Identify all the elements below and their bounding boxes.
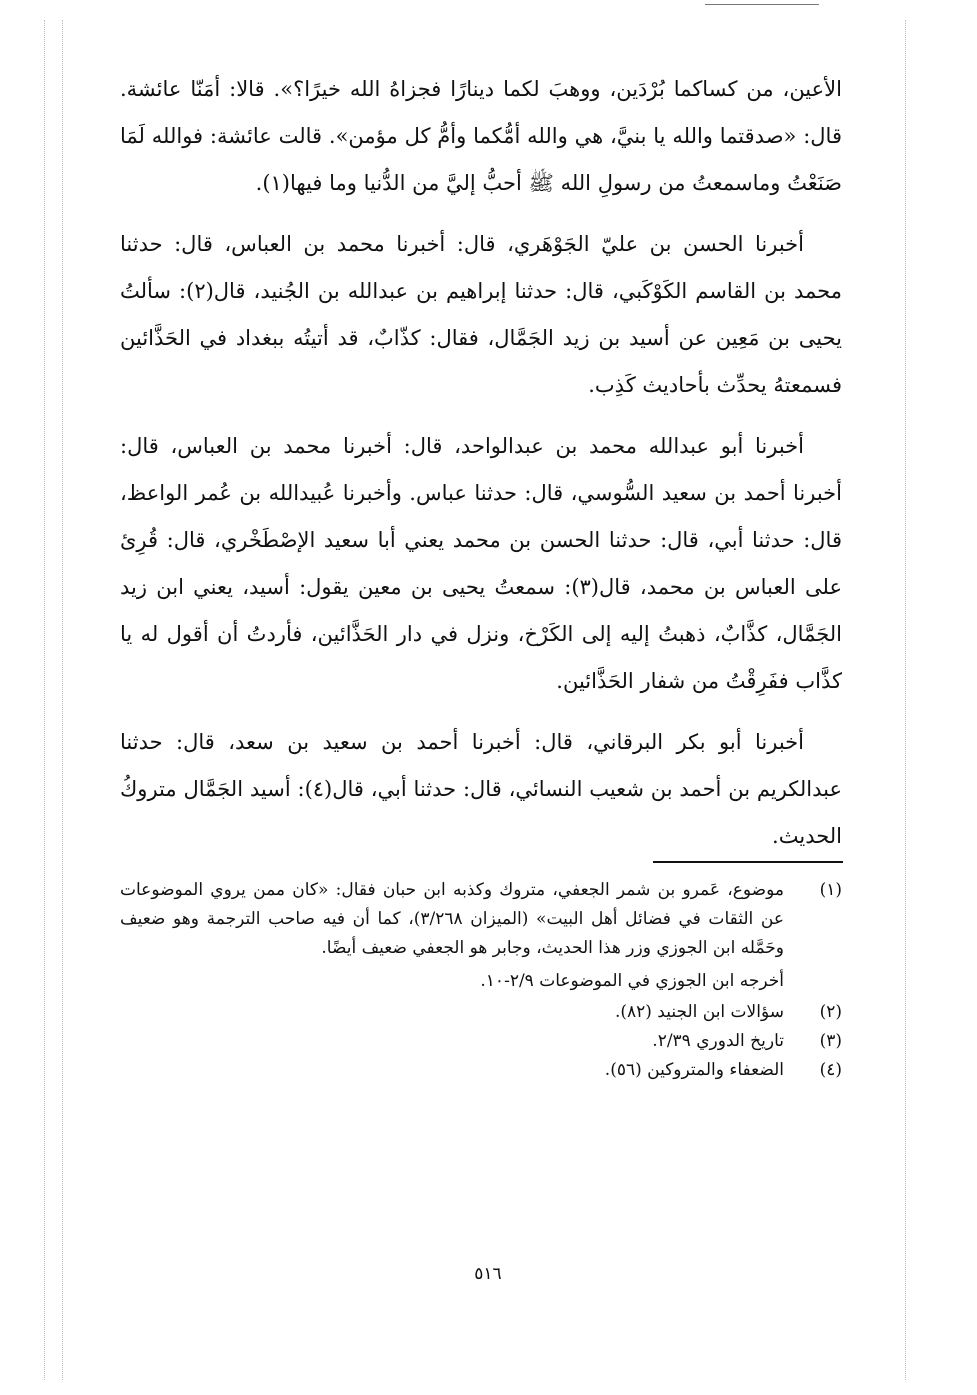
scan-artifact	[62, 20, 63, 1380]
paragraph-3: أخبرنا أبو عبدالله محمد بن عبدالواحد، قال: أخبرنا محمد بن العباس، قال: أخبرنا أحمد بن سعيد السُّوسي، قال: حدثنا عباس. وأخبرنا عُبيدالله بن عُمر الواعظ، قال: حدثنا أبي، قال: حدثنا الحسن بن محمد يعني أبا سعيد الإصْطَخْري، قال: قُرِئ على العباس بن محمد، قال(٣): سمعتُ يحيى بن معين يقول: أسيد، يعني ابن زيد الجَمَّال، كذَّابٌ، ذهبتُ إليه إلى الكَرْخ، ونزل في دار الحَذَّائين، فأردتُ أن أقول له يا كذَّاب ففَرِقْتُ من شفار الحَذَّائين.	[120, 434, 842, 693]
main-text	[120, 66, 842, 874]
footnote-text: الضعفاء والمتروكين (٥٦).	[604, 1060, 784, 1080]
footnote-4	[120, 1056, 842, 1085]
footnote-text: تاريخ الدوري ٢/٣٩.	[652, 1031, 784, 1051]
footnote-3	[120, 1027, 842, 1056]
paragraph-4: أخبرنا أبو بكر البرقاني، قال: أخبرنا أحمد بن سعيد بن سعد، قال: حدثنا عبدالكريم بن أحمد بن شعيب النسائي، قال: حدثنا أبي، قال(٤): أسيد الجَمَّال متروكُ الحديث.	[120, 730, 843, 848]
footnote-1	[120, 876, 842, 963]
page-number: ٥١٦	[474, 1264, 502, 1284]
footnote-number: (٣)	[819, 1031, 842, 1051]
top-rule	[705, 4, 819, 5]
footnote-number: (٤)	[819, 1060, 842, 1080]
footnote-2	[120, 998, 842, 1027]
scan-artifact	[905, 20, 906, 1380]
footnote-number: (٢)	[819, 1002, 842, 1022]
footnote-1-continuation: أخرجه ابن الجوزي في الموضوعات ٢/٩-١٠.	[480, 971, 784, 991]
footnote-text: موضوع، عَمرو بن شمر الجعفي، متروك وكذبه ابن حبان فقال: «كان ممن يروي الموضوعات عن الثقات في فضائل أهل البيت» (الميزان ٣/٢٦٨)، كما أن فيه صاحب الترجمة وهو ضعيف وحَمَّله ابن الجوزي وزر هذا الحديث، وجابر هو الجعفي ضعيف أيضًا.	[120, 880, 784, 958]
paragraph-2: أخبرنا الحسن بن عليّ الجَوْهَري، قال: أخبرنا محمد بن العباس، قال: حدثنا محمد بن القاسم الكَوْكَبي، قال: حدثنا إبراهيم بن عبدالله بن الجُنيد، قال(٢): سألتُ يحيى بن مَعِين عن أسيد بن زيد الجَمَّال، فقال: كذّابٌ، قد أتيتُه ببغداد في الحَذَّائين فسمعتهُ يحدِّث بأحاديث كَذِب.	[120, 232, 842, 397]
scan-artifact	[44, 20, 45, 1380]
footnotes	[120, 876, 842, 1085]
footnote-text: سؤالات ابن الجنيد (٨٢).	[614, 1002, 784, 1022]
paragraph-1: الأعين، من كساكما بُرْدَين، ووهبَ لكما دينارًا فجزاهُ الله خيرًا؟». قالا: أمَنّا عائشة. قال: «صدقتما والله يا بنيَّ، هي والله أمُّكما وأمُّ كل مؤمن». قالت عائشة: فوالله لَمَا صَنَعْتُ وماسمعتُ من رسولِ الله ﷺ أحبُّ إليَّ من الدُّنيا وما فيها(١).	[120, 77, 842, 195]
footnote-separator	[653, 861, 843, 863]
footnote-number: (١)	[819, 880, 842, 900]
